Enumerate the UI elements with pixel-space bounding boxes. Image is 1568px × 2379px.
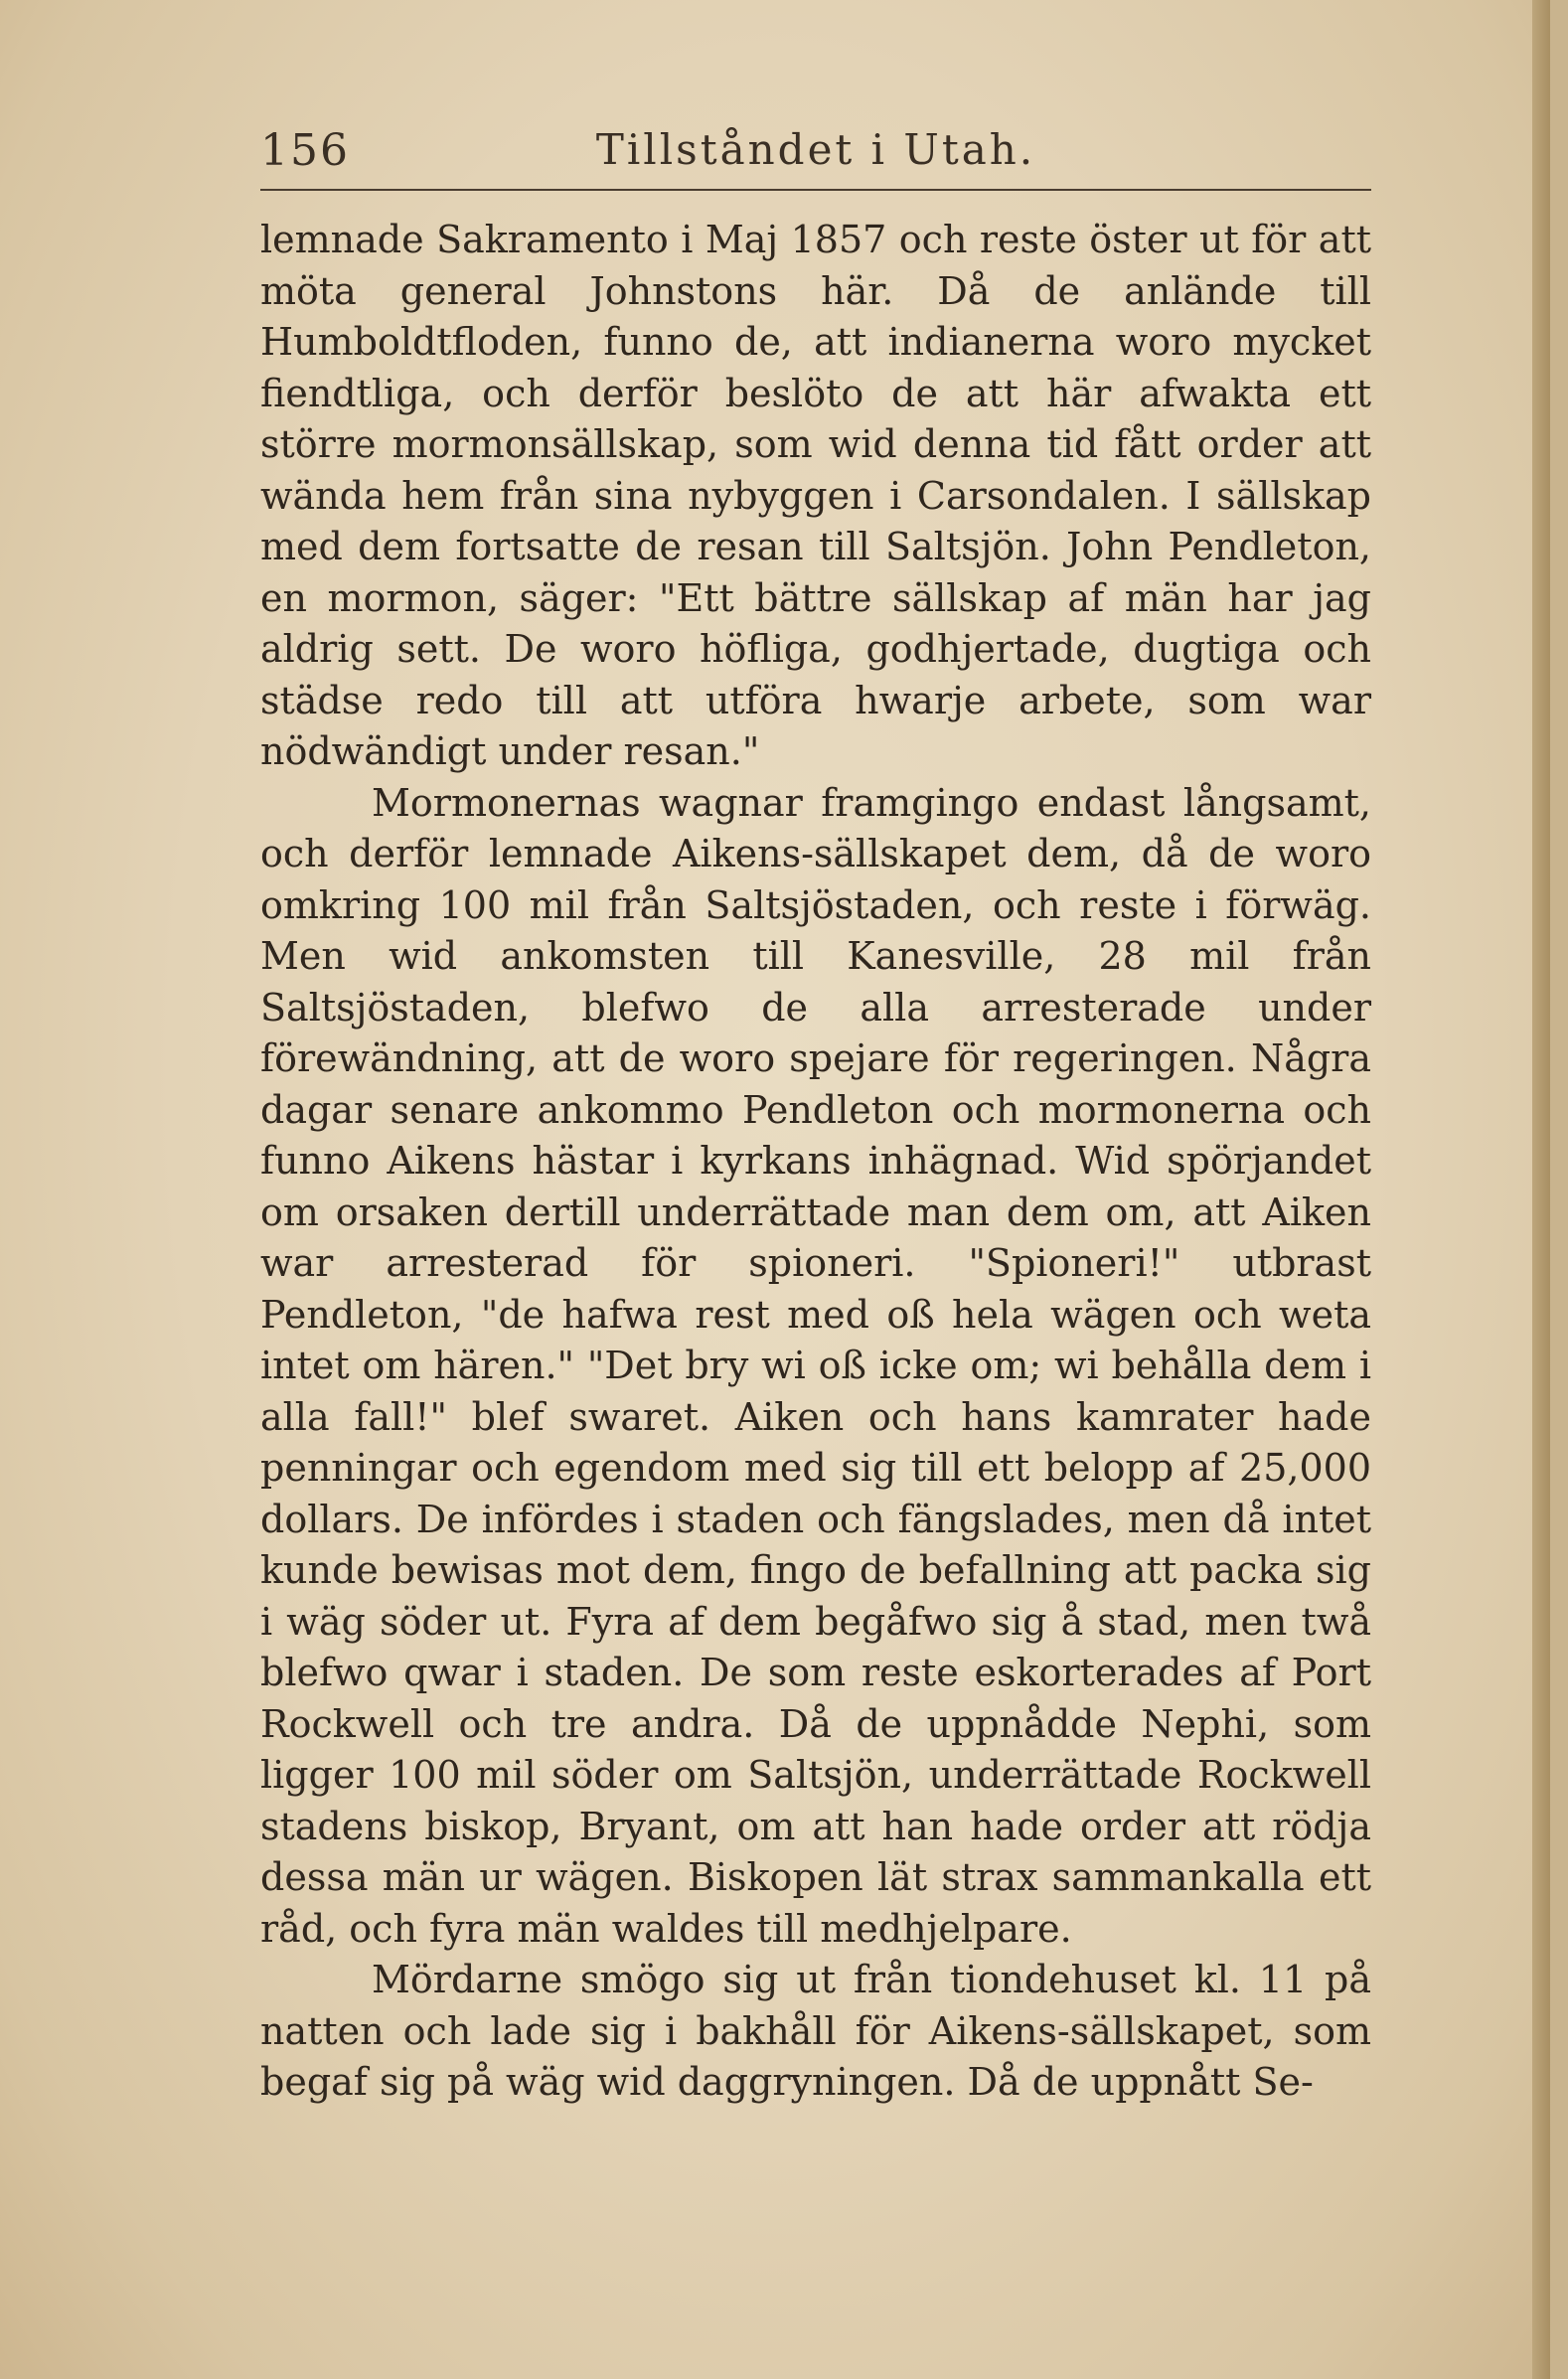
paragraph-1: lemnade Sakramento i Maj 1857 och reste öster ut för att möta general Johnstons här. Då de anlände till Humboldtfloden, funno de, att indianerna woro mycket fiendtliga, och derför beslöto de att här afwakta ett större mormonsällskap, som wid denna tid fått order att wända hem från sina nybyggen i Carsondalen. I sällskap med dem fortsatte de resan till Saltsjön. John Pendleton, en mormon, säger: "Ett bättre sällskap af män har jag aldrig sett. De woro höfliga, godhjertade, dugtiga och städse redo till att utföra hwarje arbete, som war nödwändigt under resan." (260, 218, 1371, 773)
header-rule (260, 189, 1371, 191)
page-edge (1532, 0, 1550, 2379)
page-number: 156 (260, 125, 350, 176)
page-header (260, 117, 1371, 187)
body-text (260, 215, 1371, 2109)
paragraph-2: Mormonernas wagnar framgingo endast långsamt, och derför lemnade Aikens-sällskapet dem, då de woro omkring 100 mil från Saltsjöstaden, och reste i förwäg. Men wid ankomsten till Kanesville, 28 mil från Saltsjöstaden, blefwo de alla arresterade under förewändning, att de woro spejare för regeringen. Några dagar senare ankommo Pendleton och mormonerna och funno Aikens hästar i kyrkans inhägnad. Wid spörjandet om orsaken dertill underrättade man dem om, att Aiken war arresterad för spioneri. "Spioneri!" utbrast Pendleton, "de hafwa rest med oß hela wägen och weta intet om hären." "Det bry wi oß icke om; wi behålla dem i alla fall!" blef swaret. Aiken och hans kamrater hade penningar och egendom med sig till ett belopp af 25,000 dollars. De infördes i staden och fängslades, men då intet kunde bewisas mot dem, fingo de befallning att packa sig i wäg söder ut. Fyra af dem begåfwo sig å stad, men twå blefwo qwar i staden. De som reste eskorterades af Port Rockwell och tre andra. Då de uppnådde Nephi, som ligger 100 mil söder om Saltsjön, underrättade Rockwell stadens biskop, Bryant, om att han hade order att rödja dessa män ur wägen. Biskopen lät strax sammankalla ett råd, och fyra män waldes till medhjelpare. (260, 780, 1371, 1951)
paragraph-3: Mördarne smögo sig ut från tiondehuset kl. 11 på natten och lade sig i bakhåll för Aikens-sällskapet, som begaf sig på wäg wid daggryningen. Då de uppnått Se- (260, 1958, 1371, 2104)
running-title: Tillståndet i Utah. (595, 125, 1036, 174)
